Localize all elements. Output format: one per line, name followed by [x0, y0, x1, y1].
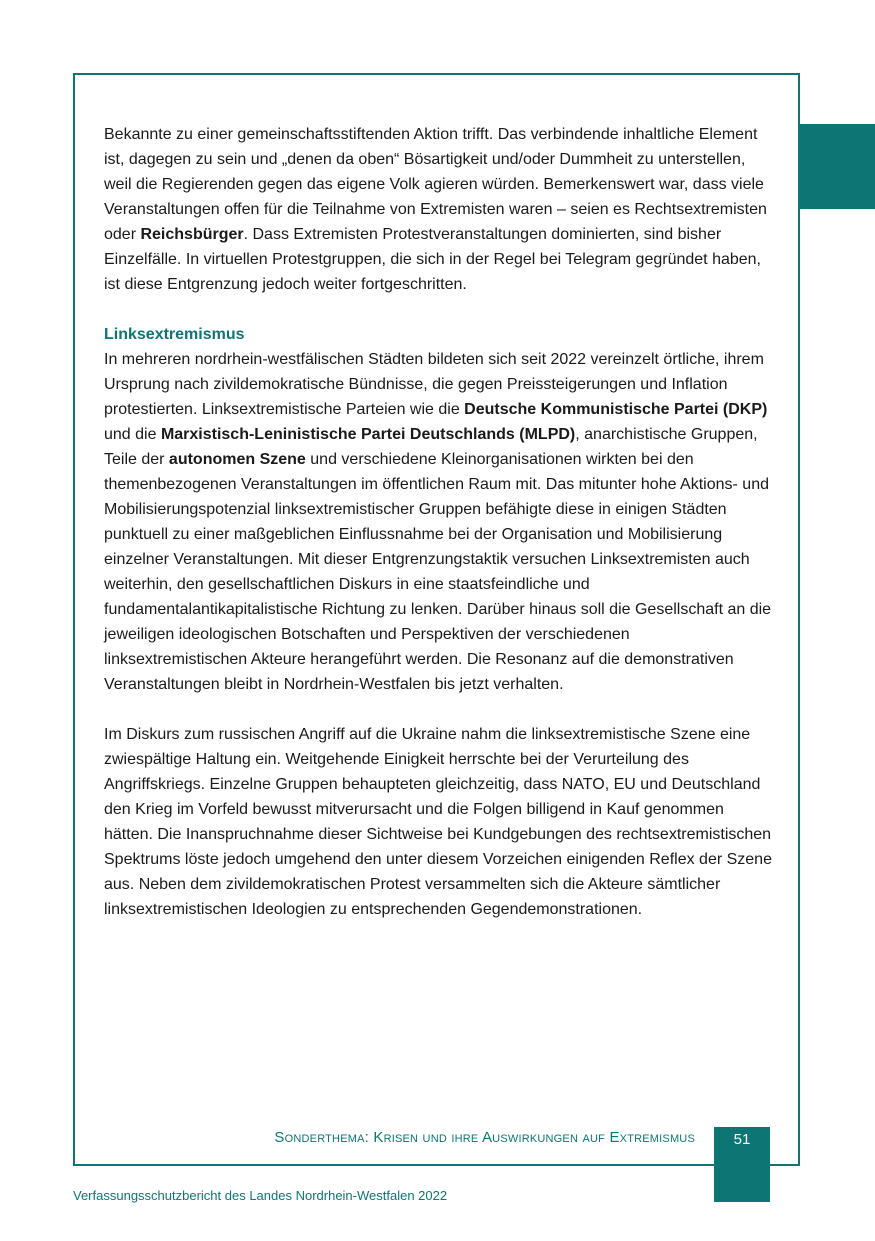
text-run: und verschiedene Kleinorganisationen wirkten bei den themenbezogenen Veranstaltungen im öffentlichen Raum mit. Das mitunter hohe Aktions- und Mobilisierungspotenzial linksextremistischer Gruppen befähigte diese in einigen Städten punktuell zu einer maßgeblichen Einflussnahme bei der Organisation und Mobilisierung einzelner Veranstaltungen. Mit dieser Entgrenzungstaktik versuchen Linksextremisten auch weiterhin, den gesellschaftlichen Diskurs in eine staatsfeindliche und fundamentalantikapitalistische Richtung zu lenken. Darüber hinaus soll die Gesellschaft an die jeweiligen ideologischen Botschaften und Perspektiven der verschiedenen linksextremistischen Akteure herangeführt werden. Die Resonanz auf die demonstrativen Veranstaltungen bleibt in Nordrhein-Westfalen bis jetzt verhalten. [104, 451, 772, 693]
paragraph-intro [104, 122, 774, 297]
bold-term: autonomen Szene [168, 451, 306, 468]
chapter-tab-marker [799, 124, 875, 209]
bold-term: Deutsche Kommunistische Partei (DKP) [464, 401, 768, 418]
text-run: . Dass Extremisten Protestveranstaltungen dominierten, sind bisher Einzelfälle. In virtuellen Protestgruppen, die sich in der Regel bei Telegram gegründet haben, ist diese Entgrenzung jedoch weiter fortgeschritten. [104, 226, 761, 293]
text-run: und die [104, 426, 161, 443]
bold-term: Marxistisch-Leninistische Partei Deutschlands (MLPD) [160, 426, 576, 443]
paragraph-linksextremismus [104, 347, 774, 697]
publication-title: Verfassungsschutzbericht des Landes Nordrhein-Westfalen 2022 [73, 1188, 448, 1203]
text-run: Im Diskurs zum russischen Angriff auf die Ukraine nahm die linksextremistische Szene eine zwiespältige Haltung ein. Weitgehende Einigkeit herrschte bei der Verurteilung des Angriffskriegs. Einzelne Gruppen behaupteten gleichzeitig, dass NATO, EU und Deutschland den Krieg im Vorfeld bewusst mitverursacht und die Folgen billigend in Kauf genommen hätten. Die Inanspruchnahme dieser Sichtweise bei Kundgebungen des rechtsextremistischen Spektrums löste jedoch umgehend den unter diesem Vorzeichen einigenden Reflex der Szene aus. Neben dem zivildemokratischen Protest versammelten sich die Akteure sämtlicher linksextremistischen Ideologien zu entsprechenden Gegendemonstrationen. [104, 726, 772, 918]
main-text [104, 122, 774, 922]
section-heading: Linksextremismus [104, 326, 245, 343]
text-run: Bekannte zu einer gemeinschaftsstiftenden Aktion trifft. Das verbindende inhaltliche Element ist, dagegen zu sein und „denen da oben“ Bösartigkeit und/oder Dummheit zu unterstellen, weil die Regierenden gegen das eigene Volk agieren würden. Bemerkenswert war, dass viele Veranstaltungen offen für die Teilnahme von Extremisten waren – seien es Rechtsextremisten oder [104, 126, 767, 243]
bold-term: Reichsbürger [140, 226, 244, 243]
paragraph-ukraine [104, 722, 774, 922]
text-run: In mehreren nordrhein-westfälischen Städten bildeten sich seit 2022 vereinzelt örtliche, ihrem Ursprung nach zivildemokratische Bündnisse, die gegen Preissteigerungen und Inflation protestierten. Linksextremistische Parteien wie die [104, 351, 764, 418]
running-footer-title: Sonderthema: Krisen und ihre Auswirkungen auf Extremismus [274, 1129, 695, 1146]
page-number: 51 [733, 1131, 751, 1148]
text-run: , anarchistische Gruppen, Teile der [104, 426, 758, 468]
